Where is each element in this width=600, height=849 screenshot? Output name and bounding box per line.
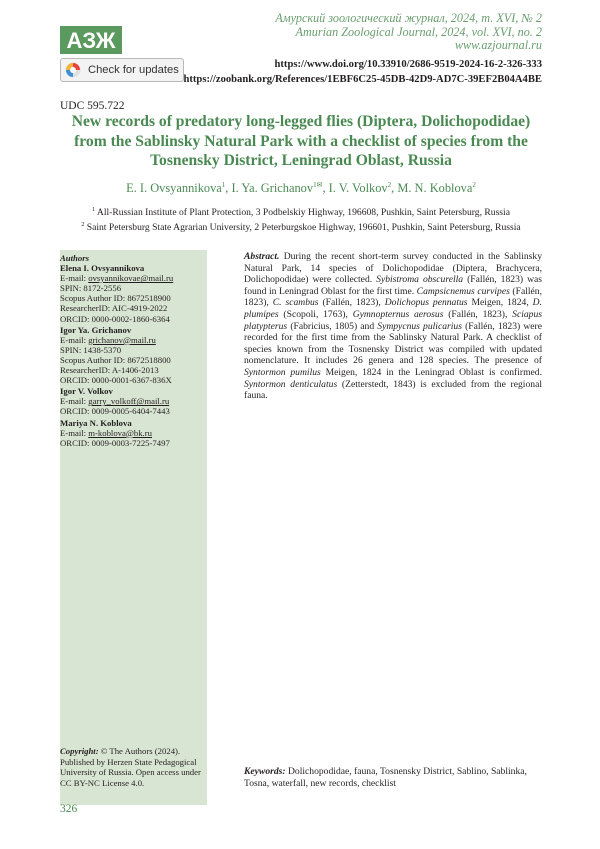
author-email-row — [60, 335, 207, 345]
keywords-label: Keywords: — [244, 766, 286, 777]
author-info-name: Elena I. Ovsyannikova — [60, 263, 145, 274]
abstract-text: (Fallén, 1823) was found in Leningrad Oblast for the first time. — [244, 274, 542, 297]
author-identifier: Scopus Author ID: 8672518900 — [60, 293, 171, 304]
abstract-text: During the recent short-term survey conducted in the Sablinsky Natural Park, 14 species of Dolichopodidae (Diptera, Brachycera, Dolichopodidae) were collected. — [244, 251, 542, 286]
author-info-block — [60, 386, 207, 416]
abstract-text: (Zetterstedt, 1843) is excluded from the regional fauna. — [244, 378, 542, 402]
author-affiliation-mark: 1 — [221, 181, 226, 189]
species-name: Gymnopternus aerosus — [352, 308, 444, 320]
udc-code: UDC 595.722 — [60, 100, 125, 112]
journal-title-en: Amurian Zoological Journal, 2024, vol. XVI, no. 2 — [295, 24, 542, 39]
abstract-text: (Fallén, 1823) were recorded for the first time from the Sablinsky Natural Park. A checklist of species known from the Tosnensky District was compiled with updated nomenclature. It includes 26 genera and 128 species. The presence of — [244, 320, 542, 367]
keywords — [244, 766, 542, 789]
abstract-text: (Fallén, 1823), — [318, 297, 385, 309]
author-info-block — [60, 263, 207, 324]
author-info-name: Igor V. Volkov — [60, 386, 113, 397]
journal-info — [122, 12, 542, 53]
abstract — [244, 251, 542, 402]
journal-title-ru: Амурский зоологический журнал, 2024, т. XVI, № 2 — [275, 11, 542, 25]
journal-logo — [60, 26, 122, 54]
author-email-link[interactable]: garry_volkoff@mail.ru — [88, 396, 170, 407]
affiliations — [60, 204, 542, 234]
abstract-text: Meigen, 1824 in the Leningrad Oblast is confirmed. — [320, 366, 542, 378]
affiliation-text: All-Russian Institute of Plant Protection, 3 Podbelskiy Highway, 196608, Pushkin, Saint Petersburg, Russia — [95, 207, 510, 219]
author-email-link[interactable]: ovsyannikovae@mail.ru — [88, 273, 174, 284]
affiliation-mark: 1 — [92, 207, 96, 213]
abstract-text: Meigen, 1824, — [467, 297, 533, 309]
article-title: New records of predatory long-legged flies (Diptera, Dolichopodidae) from the Sablinsky Natural Park with a checklist of species from the Tosnensky District, Leningrad Oblast, Russia — [71, 113, 531, 169]
author-affiliation-mark: 2 — [387, 181, 392, 189]
email-label: E-mail: — [60, 334, 89, 345]
email-label: E-mail: — [60, 396, 89, 407]
author-identifier: ResearcherID: A-1406-2013 — [60, 365, 159, 376]
author-info-name: Igor Ya. Grichanov — [60, 324, 132, 335]
author-info-block — [60, 325, 207, 386]
author-identifier: SPIN: 1438-5370 — [60, 344, 122, 355]
author-identifier: ORCID: 0009-0005-6404-7443 — [60, 406, 170, 417]
author-identifier: ORCID: 0000-0001-6367-836X — [60, 375, 172, 386]
article-links — [183, 57, 542, 87]
affiliation-line — [60, 204, 542, 219]
logo-text: АЗЖ — [66, 28, 116, 53]
author-email-row — [60, 273, 207, 283]
check-for-updates-button[interactable] — [60, 58, 184, 82]
species-name: D. plumipes — [244, 297, 542, 320]
author-info-block — [60, 418, 207, 448]
author-name: I. Ya. Grichanov — [231, 181, 314, 196]
author-identifier: ResearcherID: AIC-4919-2022 — [60, 303, 168, 314]
species-name: Sympycnus pulicarius — [377, 320, 462, 332]
abstract-label: Abstract. — [244, 251, 280, 262]
author-email-link[interactable]: grichanov@mail.ru — [88, 334, 156, 345]
author-email-row — [60, 428, 207, 438]
copyright-label: Copyright: — [60, 746, 99, 756]
author-email-link[interactable]: m-koblova@bk.ru — [88, 427, 152, 438]
zoobank-link[interactable]: https://zoobank.org/References/1EBF6C25-45DB-42D9-AD7C-39EF2B04A4BE — [183, 74, 542, 85]
abstract-text: (Fallén, 1823), — [244, 285, 542, 309]
authors-sidebar — [60, 250, 207, 805]
species-name: Syntormon denticulatus — [244, 378, 338, 390]
species-name: Sciapus platypterus — [244, 308, 542, 332]
author-identifier: ORCID: 0000-0002-1860-6364 — [60, 313, 170, 324]
page-number: 326 — [60, 803, 78, 815]
journal-website[interactable]: www.azjournal.ru — [454, 38, 542, 53]
author-identifier: ORCID: 0009-0003-7225-7497 — [60, 437, 170, 448]
doi-link[interactable]: https://www.doi.org/10.33910/2686-9519-2024-16-2-326-333 — [274, 59, 542, 70]
copyright-notice — [60, 746, 210, 788]
copyright-text: © The Authors (2024). Published by Herzen State Pedagogical University of Russia. Open access under CC BY-NC License 4.0. — [60, 746, 201, 788]
author-name: M. N. Koblova — [397, 181, 473, 196]
crossmark-icon — [65, 62, 81, 78]
author-identifier: Scopus Author ID: 8672518800 — [60, 354, 171, 365]
author-affiliation-mark: 1✉ — [313, 181, 323, 189]
species-name: C. scambus — [272, 297, 319, 309]
author-name: E. I. Ovsyannikova — [126, 181, 222, 196]
sidebar-heading: Authors — [60, 253, 89, 263]
affiliation-text: Saint Petersburg State Agrarian University, 2 Peterburgskoe Highway, 196601, Pushkin, Saint Petersburg, Russia — [84, 222, 521, 234]
author-name: I. V. Volkov — [328, 181, 388, 196]
author-affiliation-mark: 2 — [472, 181, 476, 189]
affiliation-mark: 2 — [81, 222, 85, 229]
author-info-name: Mariya N. Koblova — [60, 417, 132, 428]
author-line: E. I. Ovsyannikova$^1$, I. Ya. Grichanov$^{1✉}$, I. V. Volkov$^2$, M. N. Koblova$^2$ — [126, 181, 476, 196]
abstract-text: (Scopoli, 1763), — [278, 308, 353, 320]
email-label: E-mail: — [60, 427, 89, 438]
species-name: Syntormon pumilus — [244, 366, 321, 378]
affiliation-line — [60, 219, 542, 234]
species-name: Campsicnemus curvipes — [416, 285, 510, 297]
author-identifier: SPIN: 8172-2556 — [60, 283, 122, 294]
email-label: E-mail: — [60, 273, 89, 284]
species-name: Dolichopus pennatus — [384, 297, 468, 309]
species-name: Sybistroma obscurella — [376, 274, 464, 286]
check-for-updates-label: Check for updates — [88, 64, 179, 76]
sidebar-author-list — [60, 263, 207, 448]
author-email-row — [60, 396, 207, 406]
keywords-text: Dolichopodidae, fauna, Tosnensky District, Sablino, Sablinka, Tosna, waterfall, new records, checklist — [244, 766, 527, 789]
abstract-text: (Fallén, 1823), — [443, 308, 513, 320]
abstract-text: (Fabricius, 1805) and — [287, 320, 378, 332]
